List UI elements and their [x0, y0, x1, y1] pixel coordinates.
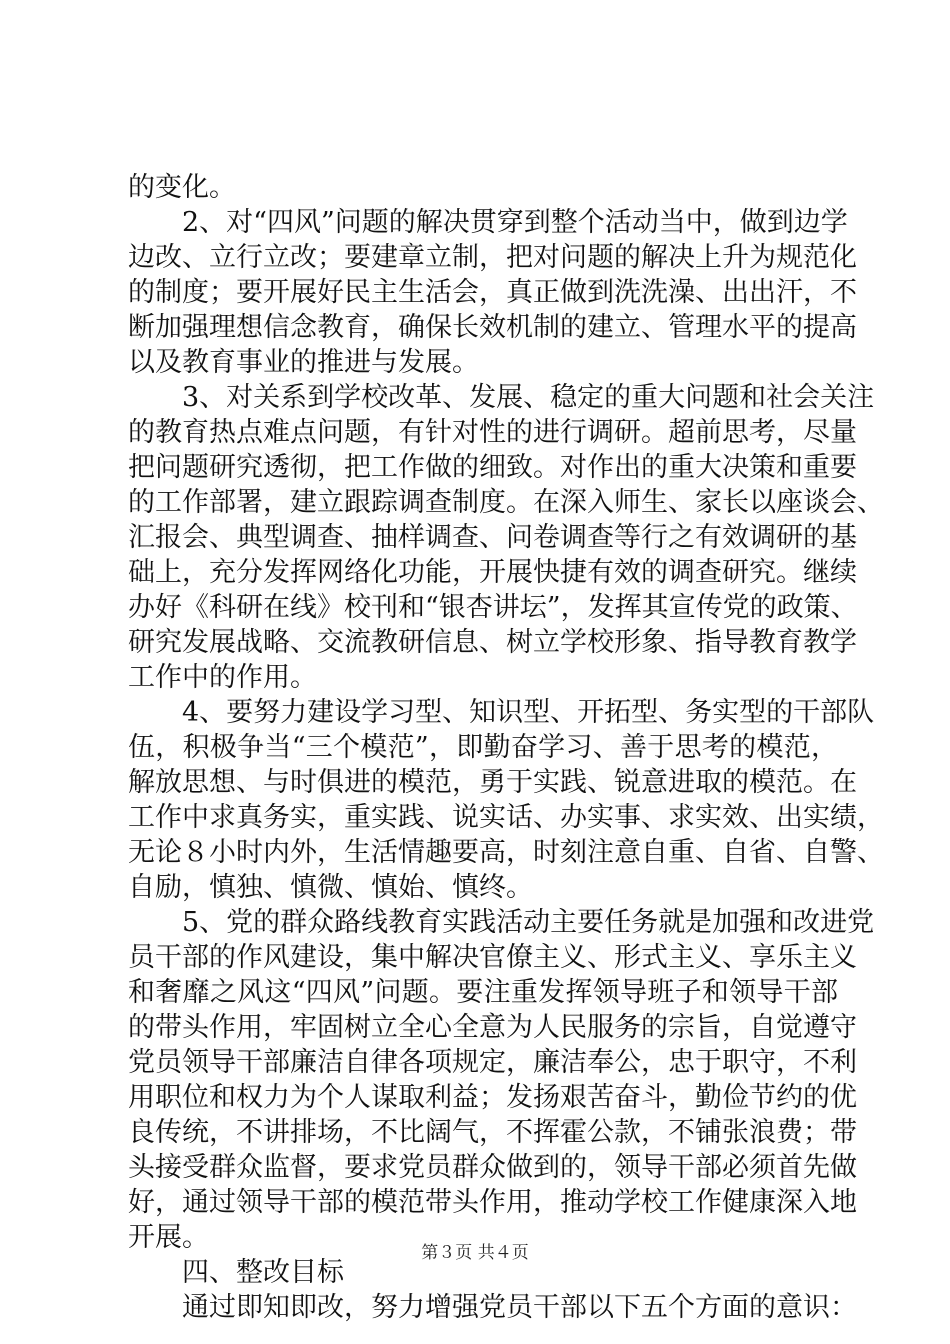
text-line: 把问题研究透彻，把工作做的细致。对作出的重大决策和重要 — [128, 452, 857, 483]
text-line: 解放思想、与时俱进的模范，勇于实践、锐意进取的模范。在 — [128, 767, 857, 798]
text-line: 础上，充分发挥网络化功能，开展快捷有效的调查研究。继续 — [128, 557, 857, 588]
text-line: 党员领导干部廉洁自律各项规定，廉洁奉公，忠于职守，不利 — [128, 1047, 857, 1078]
text-line: 的变化。 — [128, 172, 236, 203]
document-body — [128, 170, 884, 1325]
text-line: 的工作部署，建立跟踪调查制度。在深入师生、家长以座谈会、 — [128, 487, 884, 518]
text-line: 研究发展战略、交流教研信息、树立学校形象、指导教育教学 — [128, 627, 857, 658]
text-line: 2、对“四风”问题的解决贯穿到整个活动当中，做到边学 — [182, 207, 848, 238]
text-line: 边改、立行立改；要建章立制，把对问题的解决上升为规范化 — [128, 242, 857, 273]
text-line: 断加强理想信念教育，确保长效机制的建立、管理水平的提高 — [128, 312, 857, 343]
text-line: 3、对关系到学校改革、发展、稳定的重大问题和社会关注 — [182, 382, 875, 413]
text-line: 四、整改目标 — [182, 1257, 344, 1288]
text-line: 的制度；要开展好民主生活会，真正做到洗洗澡、出出汗，不 — [128, 277, 857, 308]
text-line: 员干部的作风建设，集中解决官僚主义、形式主义、享乐主义 — [128, 942, 857, 973]
text-line: 头接受群众监督，要求党员群众做到的，领导干部必须首先做 — [128, 1152, 857, 1183]
page-number-footer: 第３页 共４页 — [421, 1243, 529, 1263]
text-line: 无论８小时内外，生活情趣要高，时刻注意自重、自省、自警、 — [128, 837, 884, 868]
text-line: 办好《科研在线》校刊和“银杏讲坛”，发挥其宣传党的政策、 — [128, 592, 858, 623]
text-line: 4、要努力建设学习型、知识型、开拓型、务实型的干部队 — [182, 697, 875, 728]
text-line: 的带头作用，牢固树立全心全意为人民服务的宗旨，自觉遵守 — [128, 1012, 857, 1043]
text-line: 5、党的群众路线教育实践活动主要任务就是加强和改进党 — [182, 907, 875, 938]
text-line: 的教育热点难点问题，有针对性的进行调研。超前思考，尽量 — [128, 417, 857, 448]
text-line: 工作中的作用。 — [128, 662, 317, 693]
text-line: 和奢靡之风这“四风”问题。要注重发挥领导班子和领导干部 — [128, 977, 838, 1008]
text-line: 工作中求真务实，重实践、说实话、办实事、求实效、出实绩， — [128, 802, 884, 833]
text-line: 好，通过领导干部的模范带头作用，推动学校工作健康深入地 — [128, 1187, 857, 1218]
text-line: 良传统，不讲排场，不比阔气，不挥霍公款，不铺张浪费；带 — [128, 1117, 857, 1148]
text-line: 汇报会、典型调查、抽样调查、问卷调查等行之有效调研的基 — [128, 522, 857, 553]
text-line: 用职位和权力为个人谋取利益；发扬艰苦奋斗，勤俭节约的优 — [128, 1082, 857, 1113]
text-line: 以及教育事业的推进与发展。 — [128, 347, 479, 378]
text-line: 开展。 — [128, 1222, 209, 1253]
text-line: 通过即知即改，努力增强党员干部以下五个方面的意识： — [182, 1292, 857, 1323]
text-line: 伍，积极争当“三个模范”，即勤奋学习、善于思考的模范， — [128, 732, 838, 763]
text-line: 自励，慎独、慎微、慎始、慎终。 — [128, 872, 533, 903]
